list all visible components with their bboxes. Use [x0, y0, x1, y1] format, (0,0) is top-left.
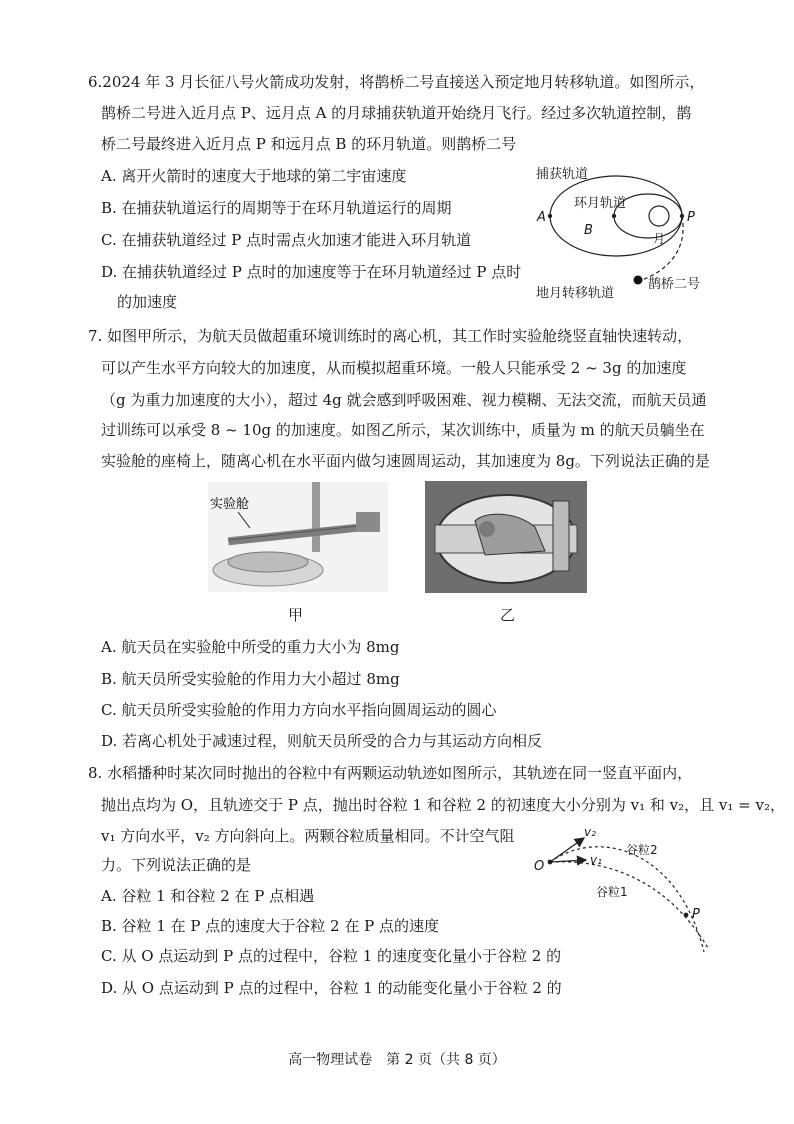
figure-caption-b: 乙 — [500, 606, 516, 624]
q6-option-a: A. 离开火箭时的速度大于地球的第二宇宙速度 — [101, 167, 407, 185]
q6-option-d-continued: 的加速度 — [117, 293, 178, 311]
v1-label: v₁ — [590, 853, 602, 867]
v1-arrow — [550, 860, 586, 862]
point-b-dot — [612, 214, 616, 218]
q8-stem-line4: 力。下列说法正确的是 — [101, 856, 252, 874]
satellite-label: 鹊桥二号 — [648, 277, 701, 292]
cabin-interior-photo — [425, 481, 587, 593]
transfer-orbit-label: 地月转移轨道 — [536, 286, 615, 300]
q7-option-b: B. 航天员所受实验舱的作用力大小超过 8mg — [101, 670, 400, 688]
grain1-trajectory — [550, 862, 708, 948]
satellite-dot — [634, 276, 643, 285]
figure-caption-a: 甲 — [288, 606, 304, 624]
q7-stem-line5: 实验舱的座椅上，随离心机在水平面内做匀速圆周运动，其加速度为 8g。下列说法正确的是 — [101, 452, 710, 470]
q8-option-d: D. 从 O 点运动到 P 点的过程中，谷粒 1 的动能变化量小于谷粒 2 的 — [101, 979, 562, 997]
grain2-trajectory — [550, 847, 704, 952]
q7-option-a: A. 航天员在实验舱中所受的重力大小为 8mg — [101, 638, 400, 656]
q7-option-d: D. 若离心机处于减速过程，则航天员所受的合力与其运动方向相反 — [101, 732, 543, 750]
experiment-cabin-label: 实验舱 — [210, 497, 250, 512]
q7-stem-line3: （g 为重力加速度的大小），超过 4g 就会感到呼吸困难、视力模糊、无法交流，而航天员通 — [101, 391, 707, 409]
v2-label: v₂ — [584, 825, 596, 839]
moon-shape — [649, 206, 669, 226]
q6-option-c: C. 在捕获轨道经过 P 点时需点火加速才能进入环月轨道 — [101, 231, 472, 249]
grain1-label: 谷粒1 — [596, 885, 628, 899]
q7-stem-line1: 7. 如图甲所示，为航天员做超重环境训练时的离心机，其工作时实验舱绕竖直轴快速转动， — [88, 327, 693, 345]
q8-option-b: B. 谷粒 1 在 P 点的速度大于谷粒 2 在 P 点的速度 — [101, 917, 439, 935]
q6-option-b: B. 在捕获轨道运行的周期等于在环月轨道运行的周期 — [101, 199, 452, 217]
q7-stem-line4: 过训练可以承受 8 ~ 10g 的加速度。如图乙所示，某次训练中，质量为 m 的航天员躺坐在 — [101, 421, 705, 439]
q8-option-c: C. 从 O 点运动到 P 点的过程中，谷粒 1 的速度变化量小于谷粒 2 的 — [101, 947, 562, 965]
q8-stem-line1: 8. 水稻播种时某次同时抛出的谷粒中有两颗运动轨迹如图所示，其轨迹在同一竖直平面内， — [88, 764, 693, 782]
point-p-dot-q8 — [684, 913, 689, 918]
grain2-label: 谷粒2 — [626, 843, 658, 857]
point-a-dot — [548, 214, 552, 218]
point-b-label: B — [584, 223, 593, 238]
point-o-label: O — [534, 859, 545, 874]
q6-stem-line2: 鹊桥二号进入近月点 P、远月点 A 的月球捕获轨道开始绕月飞行。经过多次轨道控制，鹊 — [101, 104, 692, 122]
centrifuge-photo — [208, 482, 388, 592]
q6-stem-line1: 6.2024 年 3 月长征八号火箭成功发射，将鹊桥二号直接送入预定地月转移轨道。如图所示， — [88, 73, 705, 91]
q7-stem-line2: 可以产生水平方向较大的加速度，从而模拟超重环境。一般人只能承受 2 ~ 3g 的加速度 — [101, 359, 687, 377]
q6-option-d: D. 在捕获轨道经过 P 点时的加速度等于在环月轨道经过 P 点时 — [101, 263, 522, 281]
q7-option-c: C. 航天员所受实验舱的作用力方向水平指向圆周运动的圆心 — [101, 701, 497, 719]
lunar-orbit-label: 环月轨道 — [574, 196, 627, 211]
q8-stem-line2: 抛出点均为 O，且轨迹交于 P 点，抛出时谷粒 1 和谷粒 2 的初速度大小分别为 v₁ 和 v₂，且 v₁ = v₂， — [101, 796, 785, 814]
q8-stem-line3: v₁ 方向水平，v₂ 方向斜向上。两颗谷粒质量相同。不计空气阻 — [101, 827, 515, 845]
page-footer: 高一物理试卷 第 2 页（共 8 页） — [288, 1052, 506, 1068]
orbit-diagram — [528, 160, 728, 300]
moon-label: 月 — [653, 232, 666, 246]
point-p-label: P — [687, 210, 695, 225]
point-a-label: A — [537, 210, 546, 225]
point-p-label-q8: P — [692, 907, 700, 922]
trajectory-diagram — [528, 818, 728, 958]
capture-orbit-label: 捕获轨道 — [536, 167, 589, 182]
q6-stem-line3: 桥二号最终进入近月点 P 和远月点 B 的环月轨道。则鹊桥二号 — [101, 135, 517, 153]
q8-option-a: A. 谷粒 1 和谷粒 2 在 P 点相遇 — [101, 887, 315, 905]
